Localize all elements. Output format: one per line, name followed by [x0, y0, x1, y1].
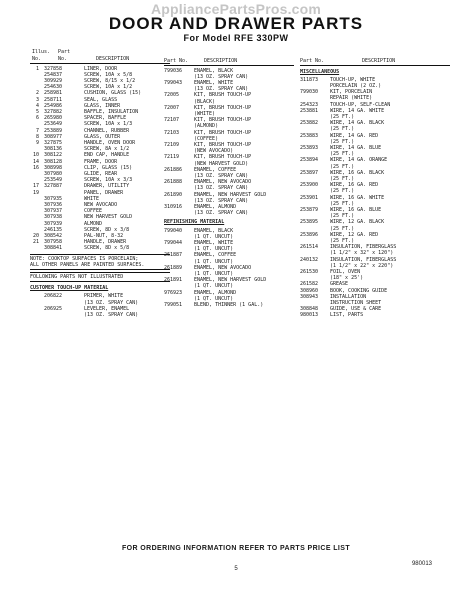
part-description-detail: (25 FT.): [330, 237, 355, 244]
header-description: DESCRIPTION: [96, 56, 130, 62]
part-description: TOUCH-UP, WHITE: [330, 76, 376, 83]
part-description: SCREW, 10A x 1/2: [84, 84, 133, 91]
note-line: NOTE: COOKTOP SURFACES IS PORCELAIN;: [30, 255, 139, 262]
part-description-detail: (13 OZ. SPRAY CAN): [194, 210, 249, 217]
part-number: 253649: [44, 121, 63, 128]
part-number: 240132: [300, 256, 319, 263]
part-row: [164, 302, 294, 308]
part-number: 308128: [44, 158, 63, 165]
part-row: [300, 120, 450, 132]
part-description: ENAMEL, ALMOND: [194, 203, 237, 210]
part-row: [30, 306, 170, 318]
parts-list: [30, 293, 170, 318]
part-number: 253901: [300, 194, 319, 201]
surface-note: [30, 254, 170, 270]
part-number: 308841: [44, 245, 63, 252]
watermark-text: AppliancePartsPros.com: [150, 1, 322, 17]
part-description: ENAMEL, BLACK: [194, 227, 234, 234]
illus-number: 20: [32, 232, 39, 239]
part-number: 309929: [44, 77, 63, 84]
part-row: [300, 195, 450, 207]
part-row: [164, 290, 294, 302]
part-number: 265980: [44, 115, 63, 122]
part-description: WIRE, 16 GA. RED: [330, 182, 379, 189]
part-number: 799040: [164, 227, 183, 234]
part-row: [164, 179, 294, 191]
part-description: BAFFLE, INSULATION: [84, 108, 139, 115]
part-number: 253894: [300, 157, 319, 164]
column-header: [164, 58, 294, 66]
part-description: KIT, BRUSH TOUCH-UP: [194, 154, 252, 161]
part-number: 72109: [164, 141, 180, 148]
header-part-no: No.: [58, 56, 68, 62]
part-number: 253882: [300, 120, 319, 127]
part-number: 310916: [164, 203, 183, 210]
part-number: 253883: [300, 132, 319, 139]
part-number: 254837: [44, 71, 63, 78]
parts-list: [300, 77, 450, 319]
illus-number: 7: [35, 127, 39, 134]
part-description-detail: (NEW HARVEST GOLD): [194, 160, 249, 167]
part-description: PANEL, DRAWER: [84, 189, 124, 196]
part-description: PRIMER, WHITE: [84, 293, 124, 300]
part-description-detail: (25 FT.): [330, 163, 355, 170]
part-description: ENAMEL, ALMOND: [194, 289, 237, 296]
part-description: GUIDE, USE & CARE: [330, 306, 382, 313]
part-row: [300, 133, 450, 145]
part-description-detail: (13 OZ. SPRAY CAN): [194, 172, 249, 179]
part-row: [300, 108, 450, 120]
part-number: 307938: [44, 214, 63, 221]
part-description: GREASE: [330, 281, 349, 288]
part-description: WIRE, 14 GA. BLACK: [330, 120, 385, 127]
part-description: HANDLE, OVEN DOOR: [84, 139, 136, 146]
part-number: 253881: [300, 107, 319, 114]
part-description: GLASS, OUTER: [84, 133, 121, 140]
illus-number: 9: [35, 139, 39, 146]
part-number: 308542: [44, 232, 63, 239]
part-description: CLIP, GLASS (15): [84, 164, 133, 171]
part-number: 308122: [44, 152, 63, 159]
illus-number: 6: [35, 115, 39, 122]
part-description-detail: (25 FT.): [330, 225, 355, 232]
part-description-detail: (13 OZ. SPRAY CAN): [194, 197, 249, 204]
part-number: 253896: [300, 231, 319, 238]
part-number: 72005: [164, 92, 180, 99]
part-description-detail: (BLACK): [194, 98, 216, 105]
part-row: [300, 294, 450, 306]
part-number: 799036: [164, 67, 183, 74]
part-row: [300, 219, 450, 231]
part-description: END CAP, HANDLE: [84, 152, 130, 159]
part-number: 258711: [44, 96, 63, 103]
part-row: [300, 145, 450, 157]
part-description: WHITE: [84, 195, 100, 202]
part-description: KIT, BRUSH TOUCH-UP: [194, 104, 252, 111]
part-description-detail: (25 FT.): [330, 188, 355, 195]
part-number: 253879: [300, 206, 319, 213]
part-description-detail: (ALMOND): [194, 123, 219, 130]
part-row: [300, 232, 450, 244]
part-row: [164, 105, 294, 117]
part-row: [164, 228, 294, 240]
part-description: LINER, DOOR: [84, 65, 118, 72]
part-description: NEW HARVEST GOLD: [84, 214, 133, 221]
part-description-detail: (25 FT.): [330, 126, 355, 133]
column-header: [300, 58, 450, 66]
part-number: 261888: [164, 179, 183, 186]
part-description: HANDLE, DRAWER: [84, 239, 127, 246]
part-description: WIRE, 14 GA. BLUE: [330, 144, 382, 151]
part-row: [300, 257, 450, 269]
part-description-detail: (25 FT.): [330, 213, 355, 220]
parts-column-2: [164, 58, 294, 308]
part-description: WIRE, 14 GA. ORANGE: [330, 157, 388, 164]
part-description: KIT, BRUSH TOUCH-UP: [194, 129, 252, 136]
part-description: KIT, BRUSH TOUCH-UP: [194, 141, 252, 148]
part-number: 206822: [44, 293, 63, 300]
part-number: 261514: [300, 244, 319, 251]
part-row: [300, 312, 450, 318]
section-heading: MISCELLANEOUS: [300, 68, 340, 75]
part-description: SCREW, 8/15 x 1/2: [84, 77, 136, 84]
part-number: 327858: [44, 65, 63, 72]
part-row: [164, 92, 294, 104]
part-description: SCREW, 8A x 1/2: [84, 146, 130, 153]
page-title: DOOR AND DRAWER PARTS: [108, 14, 364, 33]
part-description-detail: (1 1/2" x 32" x 120"): [330, 250, 394, 257]
part-number: 327882: [44, 108, 63, 115]
part-description: SCREW, 10A x 1/3: [84, 121, 133, 128]
part-description: SCREW, 8D x 5/8: [84, 245, 130, 252]
part-row: [30, 245, 170, 251]
part-number: 72103: [164, 129, 180, 136]
part-description-detail: (1 QT. UNCUT): [194, 233, 234, 240]
part-description: SCREW, 8D x 3/8: [84, 226, 130, 233]
part-description: KIT, PORCELAIN: [330, 89, 373, 96]
part-row: [164, 204, 294, 216]
part-description: WIRE, 16 GA. BLUE: [330, 206, 382, 213]
part-row: [300, 89, 450, 101]
header-description: DESCRIPTION: [204, 58, 238, 64]
part-description: GLIDE, REAR: [84, 170, 118, 177]
part-number: 307937: [44, 208, 63, 215]
part-row: [164, 240, 294, 252]
section-heading: REFINISHING MATERIAL: [164, 219, 225, 226]
part-row: [300, 244, 450, 256]
illus-number: 8: [35, 133, 39, 140]
part-number: 307958: [44, 239, 63, 246]
part-description-detail: (25 FT.): [330, 151, 355, 158]
part-description: WIRE, 12 GA. BLACK: [330, 219, 385, 226]
part-description: CHANNEL, RUBBER: [84, 127, 130, 134]
part-number: 206925: [44, 305, 63, 312]
part-number: 72107: [164, 117, 180, 124]
part-number: 246135: [44, 226, 63, 233]
illus-number: 19: [32, 189, 39, 196]
part-description-detail: (NEW AVOCADO): [194, 148, 234, 155]
part-row: [164, 192, 294, 204]
part-description-detail: INSTRUCTION SHEET: [330, 300, 382, 307]
part-number: 253900: [300, 182, 319, 189]
part-number: 308977: [44, 133, 63, 140]
part-description: ENAMEL, COFFEE: [194, 252, 237, 259]
part-description: SPACER, BAFFLE: [84, 115, 127, 122]
part-description: WIRE, 14 GA. RED: [330, 132, 379, 139]
part-number: 72119: [164, 154, 180, 161]
part-number: 72007: [164, 104, 180, 111]
illus-number: 10: [32, 152, 39, 159]
illus-number: 4: [35, 102, 39, 109]
part-description: PAL-NUT, 8-32: [84, 232, 124, 239]
illus-number: 5: [35, 108, 39, 115]
part-row: [30, 293, 170, 305]
part-description: KIT, BRUSH TOUCH-UP: [194, 92, 252, 99]
part-description: ENAMEL, BLACK: [194, 67, 234, 74]
part-row: [164, 142, 294, 154]
part-description-detail: (25 FT.): [330, 175, 355, 182]
part-number: 327875: [44, 139, 63, 146]
part-description: CUSHION, GLASS (15): [84, 90, 142, 97]
note-line: ALL OTHER PANELS ARE PAINTED SURFACES.: [30, 261, 145, 268]
part-description: TOUCH-UP, SELF-CLEAN: [330, 101, 391, 108]
part-row: [300, 182, 450, 194]
illus-number: 1: [35, 65, 39, 72]
part-number: 258981: [44, 90, 63, 97]
part-number: 307936: [44, 201, 63, 208]
part-description: ENAMEL, NEW HARVEST GOLD: [194, 277, 267, 284]
part-description: FOIL, OVEN: [330, 269, 361, 275]
part-number: 308848: [300, 306, 319, 313]
header-part-no: Part No.: [300, 58, 325, 64]
part-description-detail: (COFFEE): [194, 135, 219, 142]
parts-list: [164, 228, 294, 309]
part-description-detail: (1 QT. UNCUT): [194, 295, 234, 302]
part-description-detail: (13 OZ. SPRAY CAN): [194, 86, 249, 93]
illus-label: Illus.: [32, 49, 51, 55]
part-description: INSULATION, FIBERGLASS: [330, 256, 397, 263]
part-description-detail: (WHITE): [194, 110, 216, 117]
part-description: LIST, PARTS: [330, 312, 364, 319]
part-description: DRAWER, UTILITY: [84, 183, 130, 190]
header-part-no: Part No.: [164, 58, 189, 64]
part-number: 253893: [300, 144, 319, 151]
illus-number: 14: [32, 158, 39, 165]
part-description-detail: (13 OZ. SPRAY CAN): [84, 312, 139, 319]
part-description: LEVELER, ENAMEL: [84, 305, 130, 312]
part-number: 307980: [44, 170, 63, 177]
part-description: NEW AVOCADO: [84, 201, 118, 208]
part-number: 261530: [300, 269, 319, 275]
part-description: ENAMEL, NEW AVOCADO: [194, 264, 252, 271]
part-description: SCREW, 10A x 5/8: [84, 71, 133, 78]
part-row: [300, 170, 450, 182]
part-description: BLEND, THINNER (1 GAL.): [194, 302, 264, 309]
part-description-detail: (13 OZ. SPRAY CAN): [194, 185, 249, 192]
part-number: 253889: [44, 127, 63, 134]
part-row: [300, 207, 450, 219]
part-row: [164, 277, 294, 289]
part-row: [164, 167, 294, 179]
section-heading: CUSTOMER TOUCH-UP MATERIAL: [30, 285, 109, 292]
part-row: [164, 80, 294, 92]
part-number: 799051: [164, 302, 183, 309]
part-number: 311873: [300, 76, 319, 83]
part-description: ALMOND: [84, 220, 103, 227]
part-label: Part: [58, 49, 71, 55]
illus-number: 21: [32, 239, 39, 246]
part-description: WIRE, 14 GA. WHITE: [330, 107, 385, 114]
part-number: 254323: [300, 101, 319, 108]
part-description-detail: (1 1/2" x 22" x 220"): [330, 262, 394, 269]
part-number: 261891: [164, 277, 183, 284]
part-row: [300, 77, 450, 89]
part-description: BOOK, COOKING GUIDE: [330, 287, 388, 294]
illus-number: 16: [32, 164, 39, 171]
part-description: ENAMEL, NEW AVOCADO: [194, 179, 252, 186]
part-number: 307939: [44, 220, 63, 227]
part-description: ENAMEL, WHITE: [194, 79, 234, 86]
part-number: 261890: [164, 191, 183, 198]
document-number: 980013: [411, 561, 432, 567]
part-number: 254630: [44, 84, 63, 91]
parts-column-3: [300, 58, 450, 319]
part-description: FRAME, DOOR: [84, 158, 118, 165]
parts-list: [30, 66, 170, 252]
part-row: [164, 130, 294, 142]
part-description-detail: REPAIR (WHITE): [330, 95, 373, 102]
header-description: DESCRIPTION: [362, 58, 396, 64]
part-description: SCREW, 10A x 3/3: [84, 177, 133, 184]
page-subtitle: For Model RFE 330PW: [183, 33, 289, 43]
part-number: 308943: [300, 293, 319, 300]
ordering-info-footer: FOR ORDERING INFORMATION REFER TO PARTS PRICE LIST: [121, 545, 351, 552]
column-header: [30, 56, 170, 64]
part-number: 253895: [300, 219, 319, 226]
page-number: 5: [234, 566, 238, 572]
part-description-detail: (18" x 25'): [330, 275, 364, 282]
part-description-detail: (1 QT. UNCUT): [194, 283, 234, 290]
column-header-top: [30, 49, 170, 56]
part-row: [164, 252, 294, 264]
part-description-detail: (1 QT. UNCUT): [194, 271, 234, 277]
part-number: 261886: [164, 166, 183, 173]
part-description: WIRE, 12 GA. RED: [330, 231, 379, 238]
part-row: [164, 154, 294, 166]
part-description: WIRE, 16 GA. WHITE: [330, 194, 385, 201]
part-row: [300, 269, 450, 281]
part-description-detail: PORCELAIN (2 OZ.): [330, 82, 382, 89]
part-description: KIT, BRUSH TOUCH-UP: [194, 117, 252, 124]
part-number: 254986: [44, 102, 63, 109]
part-number: 261887: [164, 252, 183, 259]
header-illus-no: No.: [32, 56, 42, 62]
part-number: 261582: [300, 281, 319, 288]
part-description: GLASS, INNER: [84, 102, 121, 109]
part-description-detail: (25 FT.): [330, 138, 355, 145]
part-description: INSULATION, FIBERGLASS: [330, 244, 397, 251]
illus-number: 17: [32, 183, 39, 190]
part-number: 308998: [44, 164, 63, 171]
part-description-detail: (13 OZ. SPRAY CAN): [194, 73, 249, 80]
part-description-detail: (25 FT.): [330, 200, 355, 207]
part-number: 327887: [44, 183, 63, 190]
part-row: [300, 157, 450, 169]
part-number: 799030: [300, 89, 319, 96]
part-number: 253897: [300, 169, 319, 176]
part-number: 308136: [44, 146, 63, 153]
parts-list: [164, 68, 294, 217]
part-number: 307935: [44, 195, 63, 202]
illus-number: 3: [35, 96, 39, 103]
part-number: 980013: [300, 312, 319, 319]
parts-column-1: [30, 49, 170, 318]
part-description: ENAMEL, WHITE: [194, 239, 234, 246]
part-description: COFFEE: [84, 208, 103, 215]
part-row: [164, 265, 294, 277]
part-description: ENAMEL, NEW HARVEST GOLD: [194, 191, 267, 198]
part-number: 799043: [164, 79, 183, 86]
part-description-detail: (13 OZ. SPRAY CAN): [84, 299, 139, 306]
part-row: [164, 117, 294, 129]
not-illustrated-label: FOLLOWING PARTS NOT ILLUSTRATED: [30, 272, 170, 282]
part-row: [164, 68, 294, 80]
part-description-detail: (25 FT.): [330, 113, 355, 120]
part-number: 976923: [164, 289, 183, 296]
part-number: 253549: [44, 177, 63, 184]
part-number: 261889: [164, 264, 183, 271]
part-description: WIRE, 16 GA. BLACK: [330, 169, 385, 176]
part-description-detail: (1 QT. UNCUT): [194, 246, 234, 253]
part-description: ENAMEL, COFFEE: [194, 166, 237, 173]
part-description: INSTALLATION: [330, 293, 367, 300]
part-description: SEAL, GLASS: [84, 96, 118, 103]
part-number: 799044: [164, 239, 183, 246]
part-description-detail: (1 QT. UNCUT): [194, 258, 234, 265]
illus-number: 2: [35, 90, 39, 97]
part-number: 308960: [300, 287, 319, 294]
